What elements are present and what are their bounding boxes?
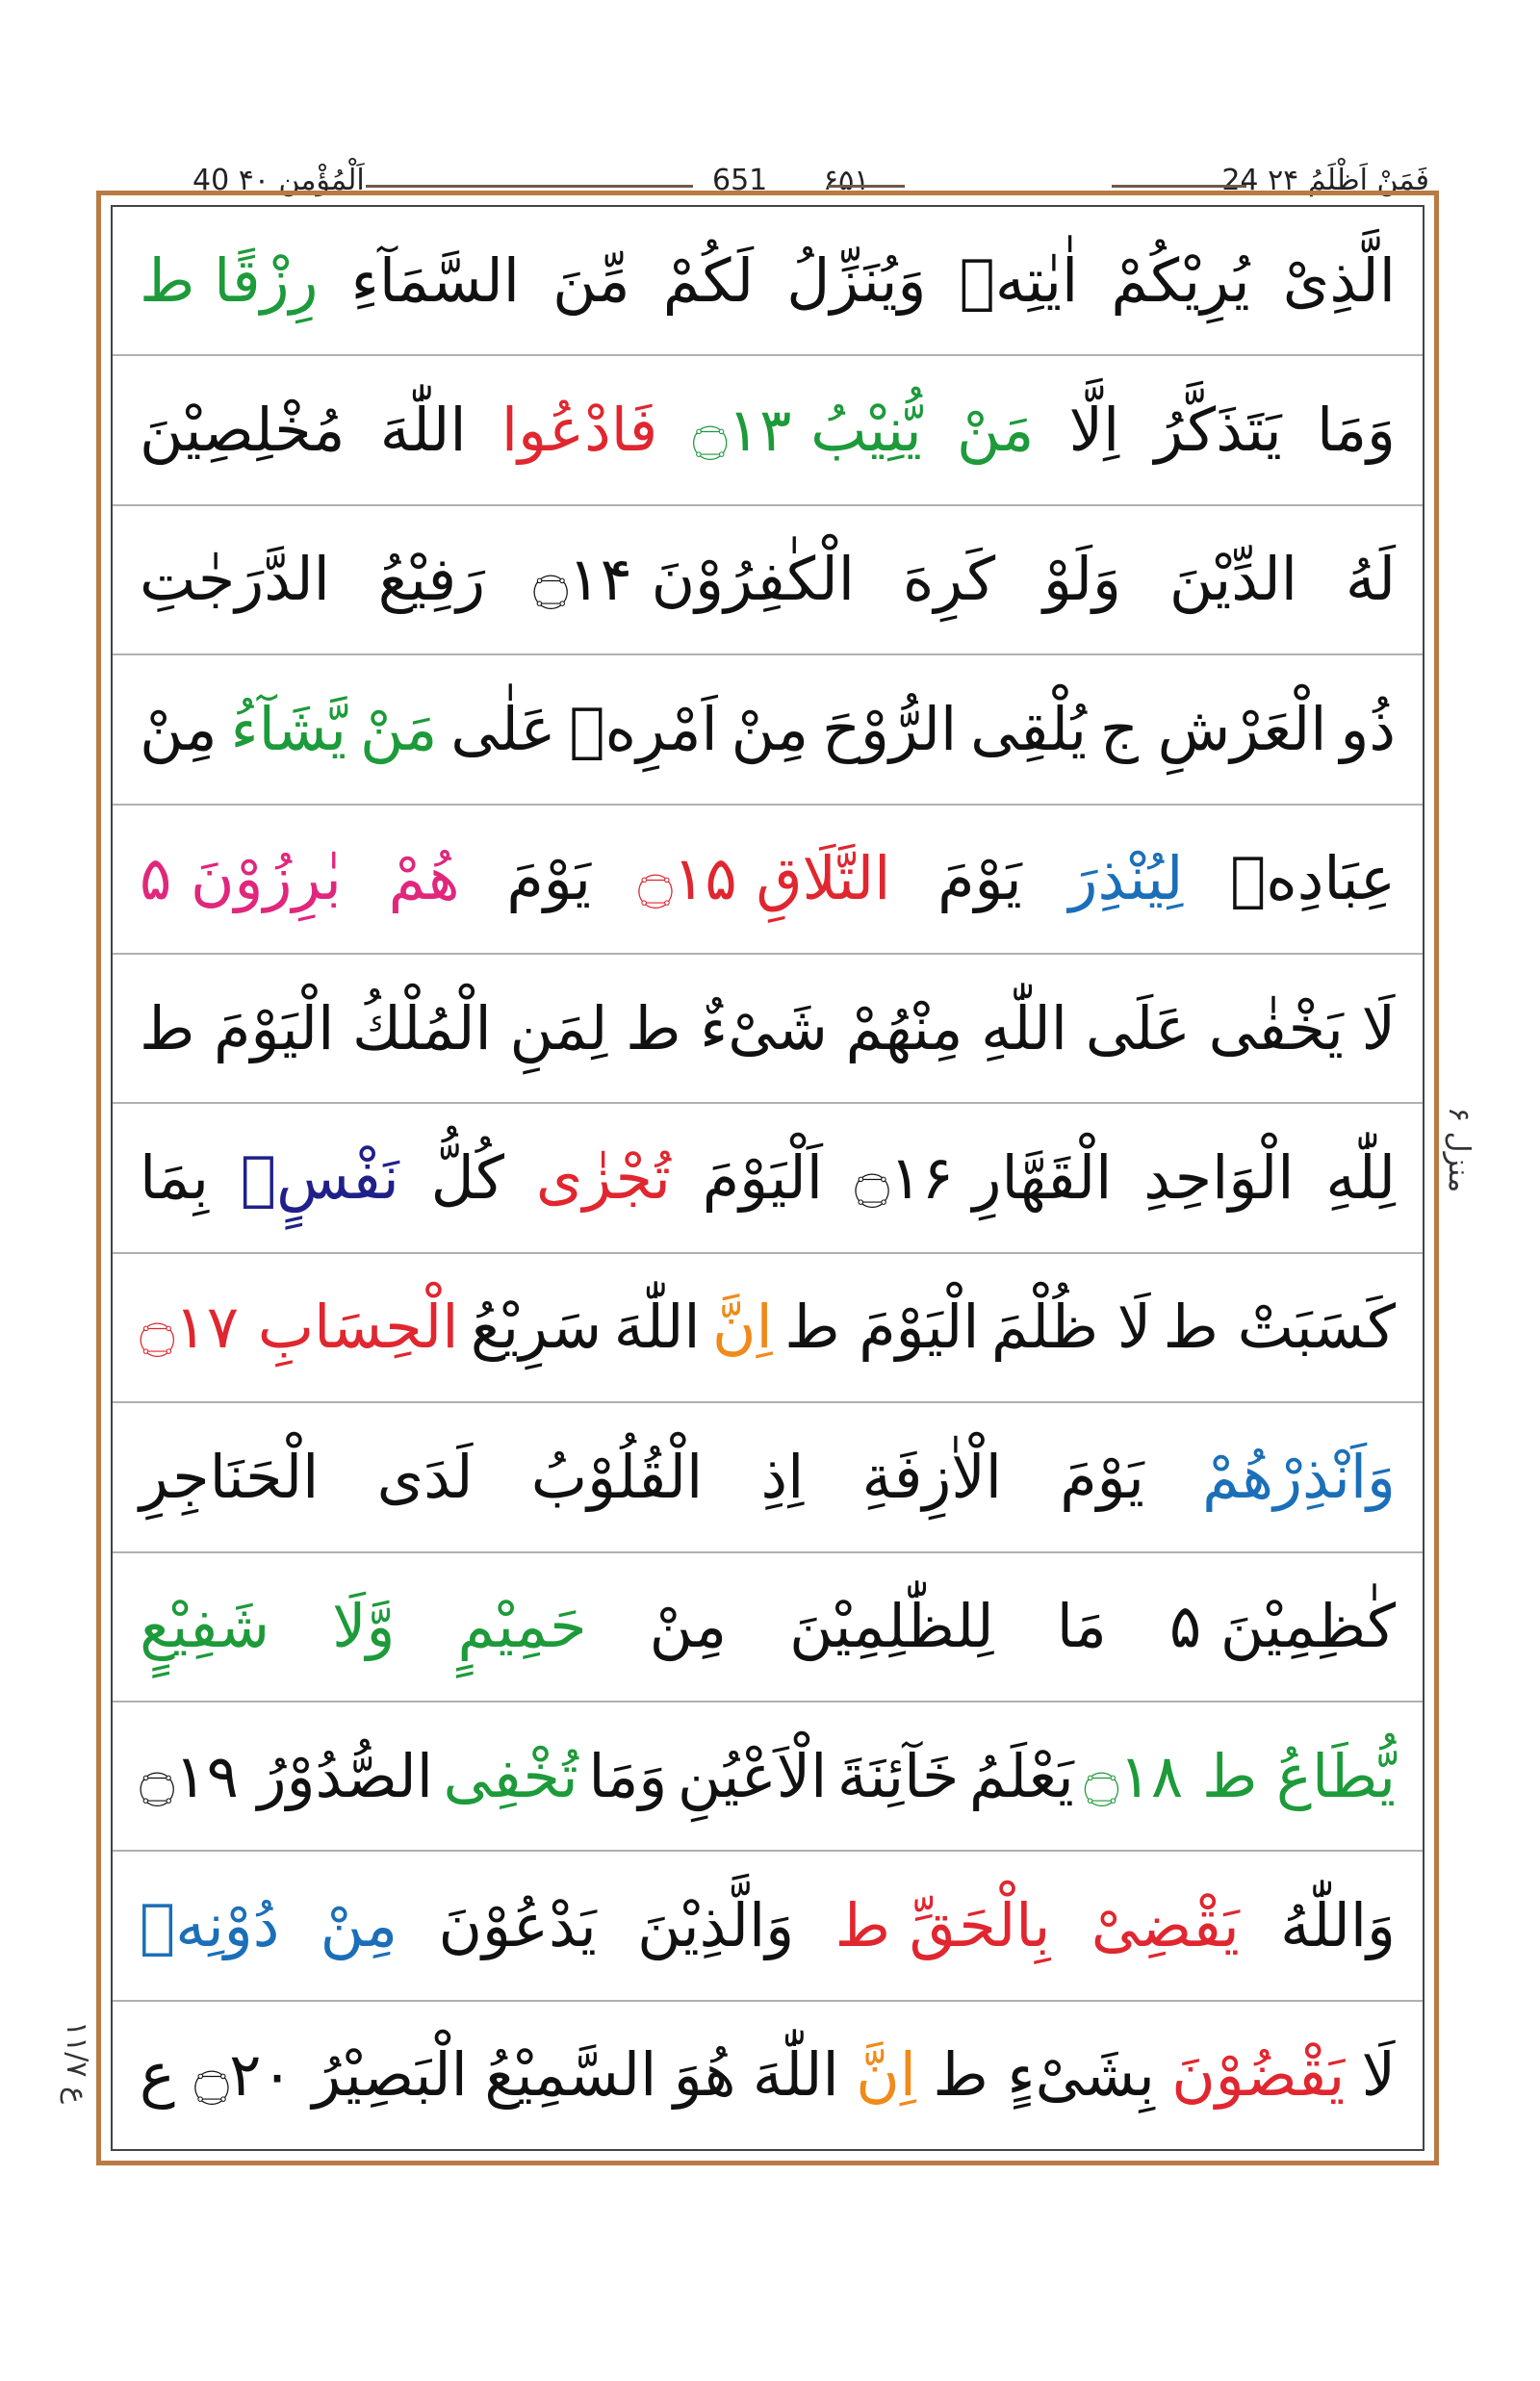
verse-word: السَّمِیْعُ (484, 2039, 657, 2111)
verse-word: یُّطَاعُ ط ۝۱۸ (1084, 1740, 1396, 1811)
verse-word: رَفِیْعُ (377, 544, 486, 615)
verse-word: اِذِ (760, 1441, 805, 1512)
verse-word: لِلّٰهِ (1325, 1142, 1396, 1214)
verse-word: یُلْقِی (970, 693, 1087, 764)
verse-line (113, 207, 1423, 356)
verse-word: لَكُمْ (662, 244, 755, 316)
verse-line (113, 955, 1423, 1104)
verse-word: سَرِیْعُ (470, 1292, 603, 1363)
verse-word: لَا (1361, 992, 1396, 1063)
page-number: 651 (712, 164, 768, 197)
verse-word: نَفْسٍۢ (240, 1142, 399, 1214)
verse-word: وَمَا (1316, 395, 1396, 466)
verse-word: الصُّدُوْرُ ۝۱۹ (140, 1740, 433, 1811)
verse-line (113, 1852, 1423, 2001)
verse-word: مِنْ (320, 1889, 398, 1960)
verse-word: یَوْمَ (1060, 1441, 1144, 1512)
verse-word: عَلٰی (450, 693, 556, 764)
verse-word: لَا ظُلْمَ (990, 1292, 1152, 1363)
verse-word: لِلظّٰلِمِیْنَ (789, 1591, 994, 1662)
verse-word: شَفِیْعٍ (140, 1591, 270, 1662)
verse-word: فَادْعُوا (500, 395, 658, 466)
verse-word: مَنْ (956, 395, 1035, 466)
verse-word: لَهُ (1345, 544, 1396, 615)
verse-word: بِالْحَقِّ ط (834, 1889, 1051, 1960)
verse-word: حَمِیْمٍ (457, 1591, 587, 1662)
text-area (111, 205, 1424, 2151)
verse-word: یَوْمَ (937, 843, 1022, 914)
verse-word: الْوَاحِدِ (1143, 1142, 1295, 1214)
verse-word: یَوْمَ (506, 843, 592, 914)
verse-word: هُمْ (388, 843, 460, 914)
verse-word: اِنَّ (856, 2039, 916, 2111)
verse-line (113, 1104, 1423, 1253)
verse-word: كُلُّ (430, 1142, 505, 1214)
verse-word: مِنْ (731, 693, 809, 764)
verse-lines (113, 207, 1423, 2149)
header-rule (366, 185, 693, 188)
verse-word: عِبَادِهٖ (1230, 843, 1396, 914)
verse-word: هُوَ (673, 2039, 736, 2111)
verse-line (113, 1254, 1423, 1403)
verse-word: الدَّرَجٰتِ (140, 544, 330, 615)
verse-word: عَلَی (1085, 992, 1191, 1063)
verse-word: اللّٰهَ (752, 2039, 839, 2111)
verse-word: اللّٰهَ (613, 1292, 701, 1363)
verse-line (113, 1553, 1423, 1703)
verse-word: اَمْرِهٖ (569, 693, 718, 764)
verse-word: الْحِسَابِ ۝۱۷ (140, 1292, 459, 1363)
verse-word: یَتَذَكَّرُ (1154, 395, 1282, 466)
verse-word: التَّلَاقِ ۝۱۵ (637, 843, 891, 914)
verse-word: اَلْیَوْمَ (702, 1142, 824, 1214)
verse-word: وَلَوْ (1043, 544, 1121, 615)
verse-word: مِنْ (140, 693, 218, 764)
verse-word: یَقْضُوْنَ (1171, 2039, 1346, 2111)
verse-word: مَا (1056, 1591, 1107, 1662)
verse-word: الدِّیْنَ (1168, 544, 1297, 615)
verse-word: وَاَنْذِرْهُمْ (1202, 1441, 1396, 1512)
verse-word: الْقُلُوْبُ (530, 1441, 704, 1512)
header-rule (1112, 185, 1246, 188)
verse-word: الَّذِیْ (1282, 244, 1396, 316)
verse-line (113, 806, 1423, 955)
verse-line (113, 506, 1423, 655)
verse-word: اٰیٰتِهٖ (959, 244, 1079, 316)
verse-word: یَقْضِیْ (1091, 1889, 1240, 1960)
verse-word: یَدْعُوْنَ (438, 1889, 597, 1960)
verse-word: لَدَی (376, 1441, 474, 1512)
verse-word: بِمَا (140, 1142, 210, 1214)
verse-word: وَیُنَزِّلُ (786, 244, 927, 316)
verse-word: السَّمَآءِ (350, 244, 520, 316)
verse-word: اللّٰهِ (981, 992, 1067, 1063)
verse-line (113, 2002, 1423, 2149)
verse-word: الْمُلْكُ (352, 992, 492, 1063)
verse-word: خَآئِنَةَ (836, 1740, 960, 1811)
verse-word: شَیْءٌ ط (626, 992, 828, 1063)
verse-word: وَالَّذِیْنَ (637, 1889, 795, 1960)
verse-word: وَّلَا (332, 1591, 396, 1662)
manzil-marker: منزل ۶ (1442, 1107, 1476, 1193)
verse-word: مِّنَ (552, 244, 630, 316)
verse-word: بٰرِزُوْنَ ۵ (140, 843, 342, 914)
verse-word: الْعَرْشِ ج (1099, 693, 1327, 764)
header-rule (828, 185, 905, 188)
juz-label: 24 فَمَنْ اَظْلَمُ ۲۴ (1221, 164, 1429, 197)
page-number-urdu: ۶۵۱ (823, 164, 870, 197)
verse-word: اِلَّا (1068, 395, 1120, 466)
verse-word: وَمَا (588, 1740, 668, 1811)
verse-word: مِنْ (649, 1591, 728, 1662)
verse-word: اللّٰهَ (379, 395, 467, 466)
verse-word: یَخْفٰی (1208, 992, 1344, 1063)
verse-word: الْحَنَاجِرِ (140, 1441, 320, 1512)
verse-word: كٰظِمِیْنَ ۵ (1168, 1591, 1396, 1662)
verse-word: الْقَهَّارِ ۝۱۶ (854, 1142, 1113, 1214)
page-frame (96, 191, 1439, 2165)
verse-word: الْاٰزِفَةِ (861, 1441, 1002, 1512)
verse-line (113, 1703, 1423, 1852)
verse-word: تُخْفِی (443, 1740, 578, 1811)
verse-word: رِزْقًا ط (140, 244, 319, 316)
verse-word: یُرِیْكُمْ (1111, 244, 1250, 316)
verse-line (113, 356, 1423, 505)
verse-word: بِشَیْءٍ ط (933, 2039, 1155, 2111)
verse-word: یَعْلَمُ (968, 1740, 1074, 1811)
verse-line (113, 1403, 1423, 1552)
verse-word: الْكٰفِرُوْنَ ۝۱۴ (532, 544, 856, 615)
verse-word: الْیَوْمَ ط (784, 1292, 980, 1363)
verse-word: الْبَصِیْرُ ۝۲۰ ع (140, 2039, 468, 2111)
verse-word: تُجْزٰی (535, 1142, 671, 1214)
verse-word: مَنْ (359, 693, 438, 764)
verse-word: مِنْهُمْ (845, 992, 963, 1063)
verse-word: لِمَنِ (509, 992, 608, 1063)
verse-word: وَاللّٰهُ (1280, 1889, 1396, 1960)
verse-line (113, 655, 1423, 805)
verse-word: مُخْلِصِیْنَ (140, 395, 346, 466)
verse-word: دُوْنِهٖ (140, 1889, 280, 1960)
surah-label: 40 اَلْمُؤْمِن ۴۰ (192, 164, 365, 197)
verse-word: الْاَعْیُنِ (677, 1740, 828, 1811)
verse-word: اِنَّ (712, 1292, 773, 1363)
ruku-marker: ع ۱۱/۷ (60, 2021, 93, 2104)
verse-word: لَا (1361, 2039, 1396, 2111)
verse-word: كَرِهَ (902, 544, 996, 615)
verse-word: یُّنِیْبُ ۝۱۳ (692, 395, 922, 466)
verse-word: یَّشَآءُ (230, 693, 347, 764)
verse-word: ذُو (1340, 693, 1396, 764)
verse-word: الرُّوْحَ (821, 693, 958, 764)
verse-word: الْیَوْمَ ط (140, 992, 335, 1063)
verse-word: لِیُنْذِرَ (1068, 843, 1184, 914)
verse-word: كَسَبَتْ ط (1163, 1292, 1396, 1363)
